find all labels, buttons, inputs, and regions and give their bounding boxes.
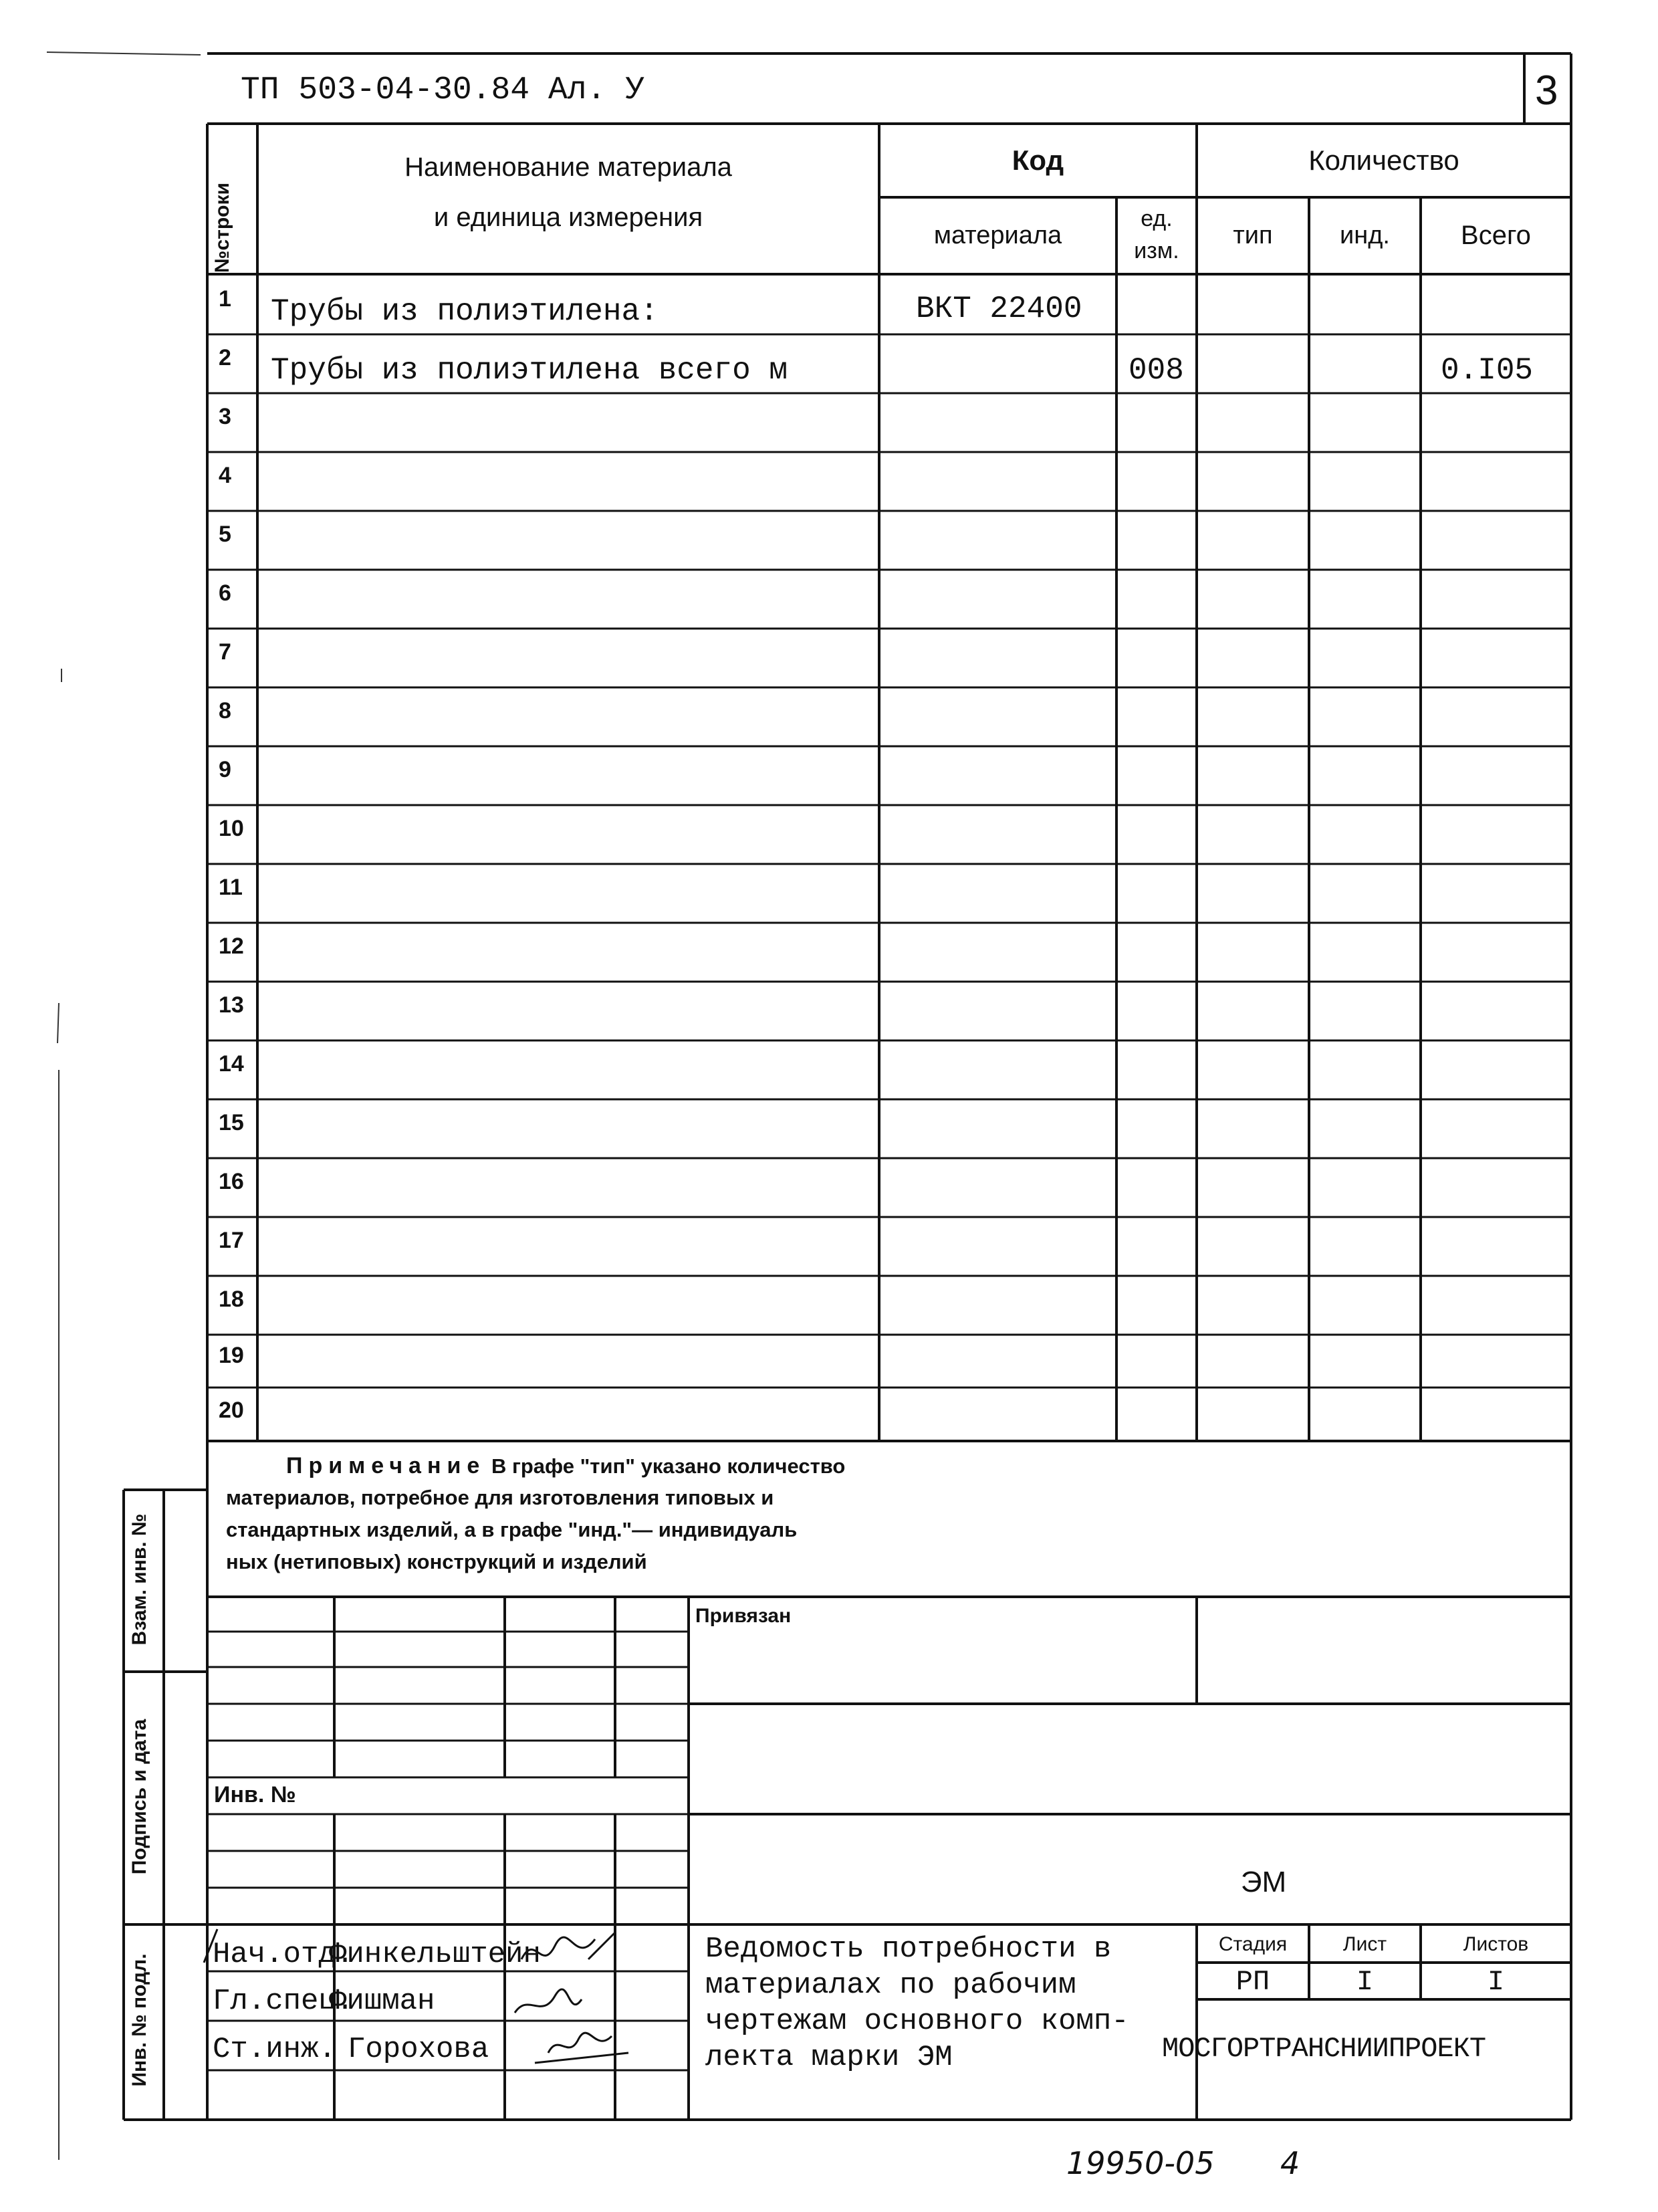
doc-title-line-3: чертежам основного комп- bbox=[705, 2005, 1129, 2038]
privyazan-label: Привязан bbox=[695, 1605, 792, 1627]
row-number: 9 bbox=[219, 757, 231, 782]
col-header-code-material: материала bbox=[933, 221, 1062, 249]
side-label-inv-sub: Инв. № подл. bbox=[128, 1953, 150, 2087]
row-number: 15 bbox=[219, 1110, 244, 1135]
mark-code: ЭМ bbox=[1240, 1866, 1287, 1898]
doc-title-line-2: материалах по рабочим bbox=[705, 1969, 1076, 2002]
signer-role: Ст.инж. bbox=[213, 2033, 336, 2066]
copy-number: 4 bbox=[1280, 2145, 1300, 2181]
row-number: 4 bbox=[219, 463, 231, 488]
row-number: 11 bbox=[219, 875, 243, 900]
doc-title-line-1: Ведомость потребности в bbox=[705, 1932, 1112, 1966]
note-line-2: материалов, потребное для изготовления типовых и bbox=[226, 1486, 774, 1509]
cell-unit-code: 008 bbox=[1129, 353, 1184, 388]
page-number: 3 bbox=[1535, 68, 1558, 114]
row-number: 6 bbox=[219, 580, 231, 606]
signer-name: Финкельштейн bbox=[329, 1938, 541, 1971]
signer-name: Горохова bbox=[348, 2033, 489, 2066]
row-number: 8 bbox=[219, 698, 231, 724]
row-number: 12 bbox=[219, 933, 244, 959]
col-header-unit-line1: ед. bbox=[1141, 206, 1173, 231]
col-header-name-line2: и единица измерения bbox=[433, 202, 703, 232]
inv-no-label: Инв. № bbox=[214, 1782, 296, 1807]
side-label-inv-orig: Взам. инв. № bbox=[128, 1513, 150, 1646]
col-header-qty-type: тип bbox=[1233, 221, 1273, 249]
row-number: 17 bbox=[219, 1228, 244, 1253]
col-header-rownum: №строки bbox=[211, 183, 233, 273]
signer-name: Фишман bbox=[329, 1985, 435, 2018]
row-number: 1 bbox=[219, 286, 231, 312]
signer-role: Нач.отд. bbox=[213, 1938, 354, 1971]
row-number: 2 bbox=[219, 345, 231, 370]
row-number: 18 bbox=[219, 1287, 244, 1312]
note-line-4: ных (нетиповых) конструкций и изделий bbox=[226, 1550, 647, 1573]
note-heading bbox=[286, 1450, 845, 1482]
doc-code: ТП 503-04-30.84 bbox=[241, 72, 530, 108]
col-header-name-line1: Наименование материала bbox=[404, 152, 732, 182]
signature-marks bbox=[495, 1919, 655, 2080]
col-header-quantity: Количество bbox=[1308, 144, 1459, 176]
col-header-qty-total: Всего bbox=[1461, 221, 1531, 250]
row-number: 19 bbox=[219, 1343, 244, 1368]
note-line-1: В графе "тип" указано количество bbox=[491, 1454, 846, 1478]
sheet-value: I bbox=[1356, 1965, 1374, 1998]
col-header-qty-ind: инд. bbox=[1340, 221, 1390, 249]
album-label: Ал. У bbox=[548, 72, 645, 108]
side-label-sign-date: Подпись и дата bbox=[128, 1719, 150, 1875]
sheets-label: Листов bbox=[1463, 1932, 1529, 1955]
cell-material-name: Трубы из полиэтилена всего м bbox=[271, 353, 788, 388]
row-number: 20 bbox=[219, 1398, 244, 1423]
corner-tick-mark bbox=[197, 1926, 224, 1966]
cell-total-quantity: 0.I05 bbox=[1441, 353, 1534, 388]
row-number: 3 bbox=[219, 404, 231, 429]
row-number: 10 bbox=[219, 816, 244, 841]
sheet-label: Лист bbox=[1342, 1932, 1387, 1955]
row-number: 14 bbox=[219, 1051, 244, 1077]
col-header-code: Код bbox=[1012, 144, 1064, 176]
row-number: 16 bbox=[219, 1169, 244, 1194]
col-header-unit-line2: изм. bbox=[1134, 238, 1179, 263]
cell-material-code: ВКТ 22400 bbox=[916, 292, 1082, 326]
note-heading-word: Примечание bbox=[286, 1453, 486, 1478]
signer-role: Гл.спец. bbox=[213, 1985, 354, 2018]
row-number: 5 bbox=[219, 522, 231, 547]
row-number: 13 bbox=[219, 992, 244, 1018]
sheets-value: I bbox=[1487, 1965, 1505, 1998]
stage-value: РП bbox=[1235, 1965, 1270, 1998]
cell-material-name: Трубы из полиэтилена: bbox=[271, 294, 659, 329]
note-line-3: стандартных изделий, а в графе "инд."— индивидуаль bbox=[226, 1518, 798, 1541]
organization-name: МОСГОРТРАНСНИИПРОЕКТ bbox=[1162, 2033, 1486, 2065]
archive-number: 19950-05 bbox=[1066, 2145, 1215, 2181]
doc-title-line-4: лекта марки ЭМ bbox=[705, 2041, 953, 2074]
stage-label: Стадия bbox=[1218, 1932, 1288, 1955]
row-number: 7 bbox=[219, 639, 231, 665]
